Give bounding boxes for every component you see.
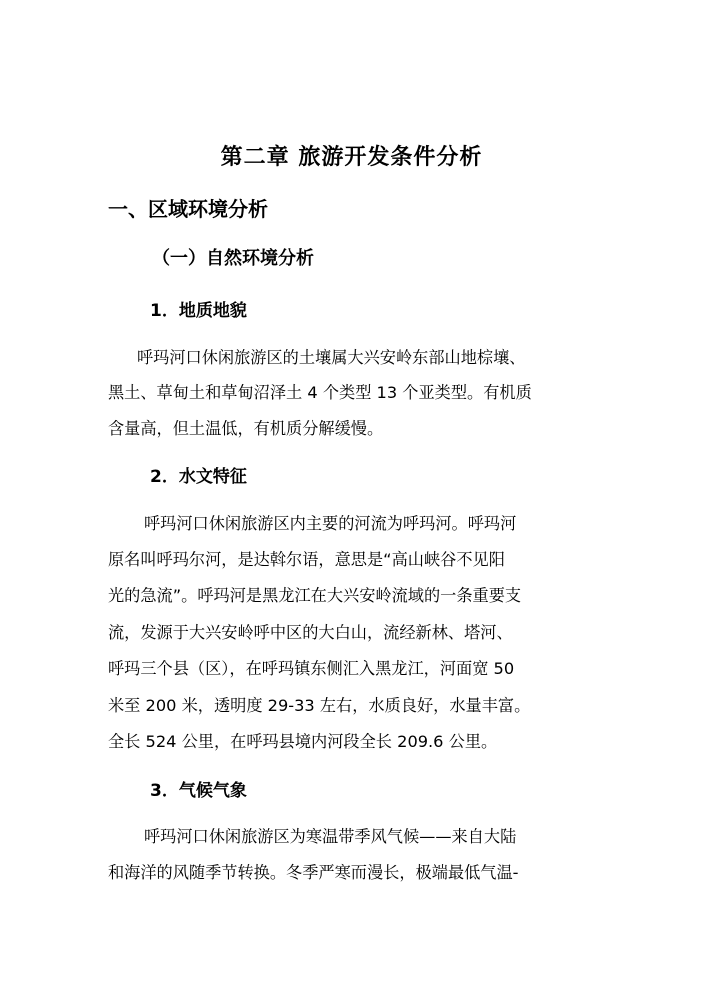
paragraph-line: 呼玛河口休闲旅游区为寒温带季风气候——来自大陆 — [144, 827, 517, 846]
chapter-title: 第二章 旅游开发条件分析 — [220, 145, 483, 170]
paragraph-line: 黑土、草甸土和草甸沼泽土 4 个类型 13 个亚类型。有机质 — [108, 383, 532, 402]
paragraph-line: 原名叫呼玛尔河，是达斡尔语，意思是“高山峡谷不见阳 — [108, 550, 505, 569]
subsection-heading-natural-environment: （一）自然环境分析 — [152, 248, 314, 269]
paragraph-line: 全长 524 公里，在呼玛县境内河段全长 209.6 公里。 — [108, 732, 498, 751]
paragraph-line: 光的急流”。呼玛河是黑龙江在大兴安岭流域的一条重要支 — [108, 586, 522, 605]
section-heading-regional-environment: 一、区域环境分析 — [108, 197, 268, 221]
paragraph-line: 呼玛河口休闲旅游区的土壤属大兴安岭东部山地棕壤、 — [137, 348, 526, 367]
paragraph-line: 呼玛河口休闲旅游区内主要的河流为呼玛河。呼玛河 — [144, 514, 517, 533]
paragraph-line: 米至 200 米，透明度 29-33 左右，水质良好，水量丰富。 — [108, 696, 531, 715]
paragraph-line: 和海洋的风随季节转换。冬季严寒而漫长，极端最低气温- — [108, 863, 519, 882]
paragraph-line: 呼玛三个县（区），在呼玛镇东侧汇入黑龙江，河面宽 50 — [108, 659, 515, 678]
topic-heading-hydrology: 2．水文特征 — [150, 467, 247, 487]
paragraph-line: 含量高，但土温低，有机质分解缓慢。 — [108, 419, 384, 438]
topic-heading-geology: 1．地质地貌 — [150, 301, 247, 321]
paragraph-line: 流，发源于大兴安岭呼中区的大白山，流经新林、塔河、 — [108, 623, 513, 642]
topic-heading-climate: 3．气候气象 — [150, 781, 247, 801]
